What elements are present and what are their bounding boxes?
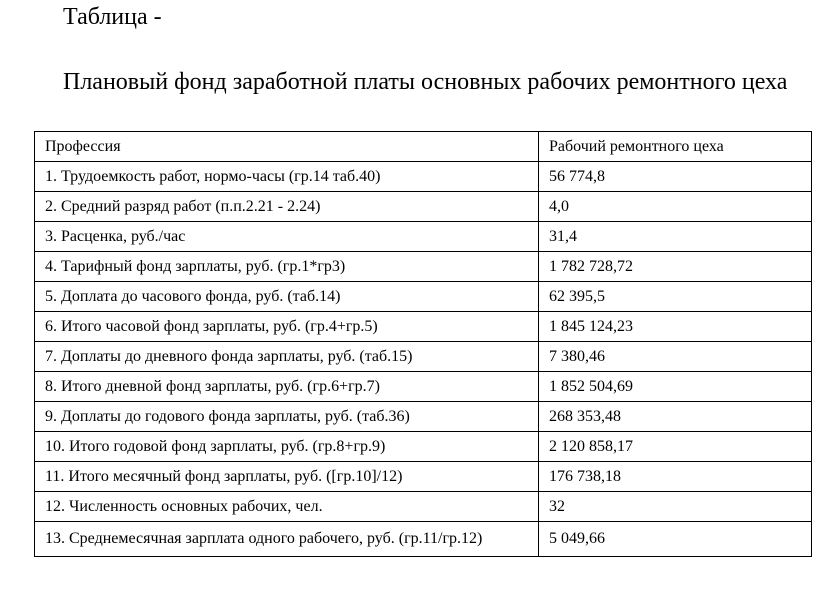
row-label: 10. Итого годовой фонд зарплаты, руб. (гр.8+гр.9) xyxy=(35,432,539,462)
table-row xyxy=(35,192,812,222)
row-value: 5 049,66 xyxy=(539,522,812,557)
table-row xyxy=(35,342,812,372)
table-row xyxy=(35,402,812,432)
table-header-row xyxy=(35,132,812,162)
table-row xyxy=(35,372,812,402)
row-value: 56 774,8 xyxy=(539,162,812,192)
row-label: 12. Численность основных рабочих, чел. xyxy=(35,492,539,522)
document-title: Плановый фонд заработной платы основных рабочих ремонтного цеха xyxy=(63,69,788,95)
table-row xyxy=(35,492,812,522)
row-label: 3. Расценка, руб./час xyxy=(35,222,539,252)
table-row xyxy=(35,162,812,192)
row-value: 62 395,5 xyxy=(539,282,812,312)
document-heading: Таблица - xyxy=(63,4,162,30)
table-row xyxy=(35,432,812,462)
row-value: 4,0 xyxy=(539,192,812,222)
table-row xyxy=(35,522,812,557)
row-label: 1. Трудоемкость работ, нормо-часы (гр.14 таб.40) xyxy=(35,162,539,192)
row-value: 2 120 858,17 xyxy=(539,432,812,462)
row-label: 7. Доплаты до дневного фонда зарплаты, руб. (таб.15) xyxy=(35,342,539,372)
salary-fund-table xyxy=(34,131,812,557)
row-label: 9. Доплаты до годового фонда зарплаты, руб. (таб.36) xyxy=(35,402,539,432)
header-profession: Профессия xyxy=(35,132,539,162)
row-value: 1 845 124,23 xyxy=(539,312,812,342)
row-value: 268 353,48 xyxy=(539,402,812,432)
row-label: 8. Итого дневной фонд зарплаты, руб. (гр.6+гр.7) xyxy=(35,372,539,402)
row-label: 11. Итого месячный фонд зарплаты, руб. ([гр.10]/12) xyxy=(35,462,539,492)
row-value: 176 738,18 xyxy=(539,462,812,492)
row-value: 1 852 504,69 xyxy=(539,372,812,402)
table-row xyxy=(35,462,812,492)
row-label: 6. Итого часовой фонд зарплаты, руб. (гр.4+гр.5) xyxy=(35,312,539,342)
row-label: 4. Тарифный фонд зарплаты, руб. (гр.1*гр3) xyxy=(35,252,539,282)
row-value: 1 782 728,72 xyxy=(539,252,812,282)
table-row xyxy=(35,282,812,312)
row-label: 2. Средний разряд работ (п.п.2.21 - 2.24) xyxy=(35,192,539,222)
table-row xyxy=(35,312,812,342)
row-value: 7 380,46 xyxy=(539,342,812,372)
header-repair-worker: Рабочий ремонтного цеха xyxy=(539,132,812,162)
row-label: 5. Доплата до часового фонда, руб. (таб.14) xyxy=(35,282,539,312)
table-row xyxy=(35,252,812,282)
row-value: 31,4 xyxy=(539,222,812,252)
row-label: 13. Среднемесячная зарплата одного рабочего, руб. (гр.11/гр.12) xyxy=(35,522,539,557)
row-value: 32 xyxy=(539,492,812,522)
table-row xyxy=(35,222,812,252)
